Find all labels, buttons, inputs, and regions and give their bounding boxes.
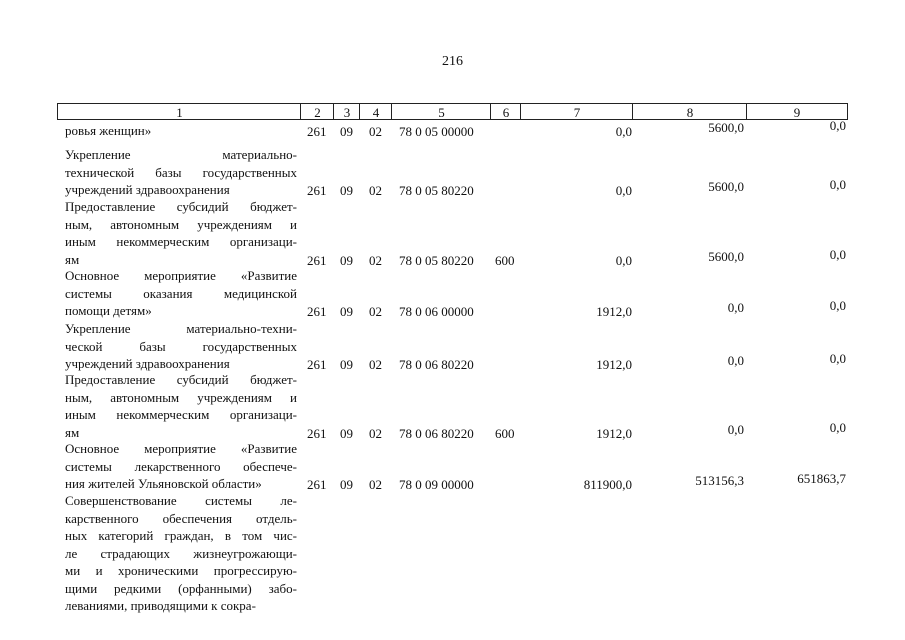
row-6-col-7: 1912,0 — [596, 425, 632, 441]
header-col-2: 2 — [300, 103, 334, 120]
description-line: ми и хроническими прогрессирую- — [65, 563, 297, 578]
description-line: ным, автономным учреждениям и — [65, 389, 297, 405]
row-7-col-3: 09 — [340, 477, 353, 492]
header-col-9: 9 — [746, 103, 848, 120]
row-1-col-8: 5600,0 — [708, 120, 744, 135]
row-6-col-8: 0,0 — [727, 421, 744, 437]
row-5-col-4: 02 — [369, 357, 382, 372]
row-3-description — [65, 198, 297, 268]
row-2-description — [65, 146, 297, 199]
description-line: помощи детям» — [65, 303, 152, 318]
row-2-col-4: 02 — [369, 183, 382, 198]
row-6-col-9: 0,0 — [829, 419, 846, 435]
header-col-5: 5 — [391, 103, 491, 120]
description-line: Совершенствование системы ле- — [65, 493, 297, 508]
header-col-8: 8 — [632, 103, 747, 120]
row-8-description — [65, 492, 297, 615]
description-line: системы лекарственного обеспече- — [65, 458, 297, 474]
row-4-col-9: 0,0 — [829, 298, 846, 313]
description-line: леваниями, приводящими к сокра- — [65, 598, 256, 613]
row-5-col-9: 0,0 — [829, 351, 846, 366]
row-4-col-3: 09 — [340, 304, 353, 319]
row-6-col-5: 78 0 06 80220 — [399, 425, 474, 441]
description-line: иным некоммерческим организаци- — [65, 234, 297, 249]
description-line: технической базы государственных — [65, 164, 297, 180]
description-line: учреждений здравоохранения — [65, 182, 230, 197]
row-4-col-5: 78 0 06 00000 — [399, 304, 474, 319]
row-4-col-2: 261 — [307, 304, 327, 319]
row-1-col-9: 0,0 — [829, 118, 846, 133]
row-6-description — [65, 371, 297, 441]
row-3-col-7: 0,0 — [615, 252, 632, 268]
description-line: ным, автономным учреждениям и — [65, 216, 297, 232]
description-line: ям — [65, 251, 80, 267]
row-1-col-2: 261 — [307, 124, 327, 139]
row-3-col-6: 600 — [495, 252, 515, 268]
header-col-3: 3 — [333, 103, 360, 120]
row-7-col-7: 811900,0 — [583, 477, 632, 492]
row-6-col-3: 09 — [340, 425, 353, 441]
description-line: Основное мероприятие «Развитие — [65, 441, 297, 456]
row-5-col-3: 09 — [340, 357, 353, 372]
row-4-col-8: 0,0 — [727, 300, 744, 315]
description-line: ровья женщин» — [65, 123, 152, 138]
description-line: Предоставление субсидий бюджет- — [65, 199, 297, 214]
row-2-col-5: 78 0 05 80220 — [399, 183, 474, 198]
row-7-col-8: 513156,3 — [695, 473, 744, 488]
row-1-col-5: 78 0 05 00000 — [399, 124, 474, 139]
description-line: системы оказания медицинской — [65, 285, 297, 301]
description-line: ния жителей Ульяновской области» — [65, 476, 262, 491]
row-3-col-4: 02 — [369, 252, 382, 268]
row-2-col-9: 0,0 — [829, 177, 846, 192]
row-7-col-4: 02 — [369, 477, 382, 492]
description-line: ных категорий граждан, в том чис- — [65, 528, 297, 543]
description-line: иным некоммерческим организаци- — [65, 407, 297, 422]
description-line: карственного обеспечения отдель- — [65, 510, 297, 526]
row-5-description — [65, 320, 297, 373]
header-col-4: 4 — [359, 103, 392, 120]
row-2-col-2: 261 — [307, 183, 327, 198]
row-1-col-7: 0,0 — [615, 124, 632, 139]
row-3-col-9: 0,0 — [829, 246, 846, 262]
row-5-col-7: 1912,0 — [596, 357, 632, 372]
row-7-col-5: 78 0 09 00000 — [399, 477, 474, 492]
description-line: Укрепление материально-техни- — [65, 321, 297, 336]
description-line: Предоставление субсидий бюджет- — [65, 372, 297, 387]
row-7-col-2: 261 — [307, 477, 327, 492]
description-line: Укрепление материально- — [65, 147, 297, 162]
description-line: ям — [65, 424, 80, 440]
row-3-col-2: 261 — [307, 252, 327, 268]
row-4-description — [65, 267, 297, 320]
description-line: ле страдающих жизнеугрожающи- — [65, 545, 297, 561]
row-1-col-4: 02 — [369, 124, 382, 139]
row-2-col-3: 09 — [340, 183, 353, 198]
header-col-6: 6 — [490, 103, 521, 120]
description-line: ческой базы государственных — [65, 338, 297, 354]
header-col-7: 7 — [520, 103, 633, 120]
row-3-col-5: 78 0 05 80220 — [399, 252, 474, 268]
page-number: 216 — [442, 54, 463, 69]
description-line: учреждений здравоохранения — [65, 356, 230, 371]
row-5-col-2: 261 — [307, 357, 327, 372]
row-2-col-8: 5600,0 — [708, 179, 744, 194]
header-col-1: 1 — [57, 103, 301, 120]
row-1-col-3: 09 — [340, 124, 353, 139]
row-5-col-8: 0,0 — [727, 353, 744, 368]
row-3-col-3: 09 — [340, 252, 353, 268]
row-6-col-6: 600 — [495, 425, 515, 441]
row-7-description — [65, 440, 297, 493]
row-1-description — [65, 122, 297, 140]
row-4-col-4: 02 — [369, 304, 382, 319]
row-3-col-8: 5600,0 — [708, 248, 744, 264]
row-7-col-9: 651863,7 — [797, 471, 846, 486]
row-6-col-4: 02 — [369, 425, 382, 441]
row-5-col-5: 78 0 06 80220 — [399, 357, 474, 372]
row-6-col-2: 261 — [307, 425, 327, 441]
row-2-col-7: 0,0 — [615, 183, 632, 198]
description-line: щими редкими (орфанными) забо- — [65, 580, 297, 596]
description-line: Основное мероприятие «Развитие — [65, 268, 297, 283]
row-4-col-7: 1912,0 — [596, 304, 632, 319]
